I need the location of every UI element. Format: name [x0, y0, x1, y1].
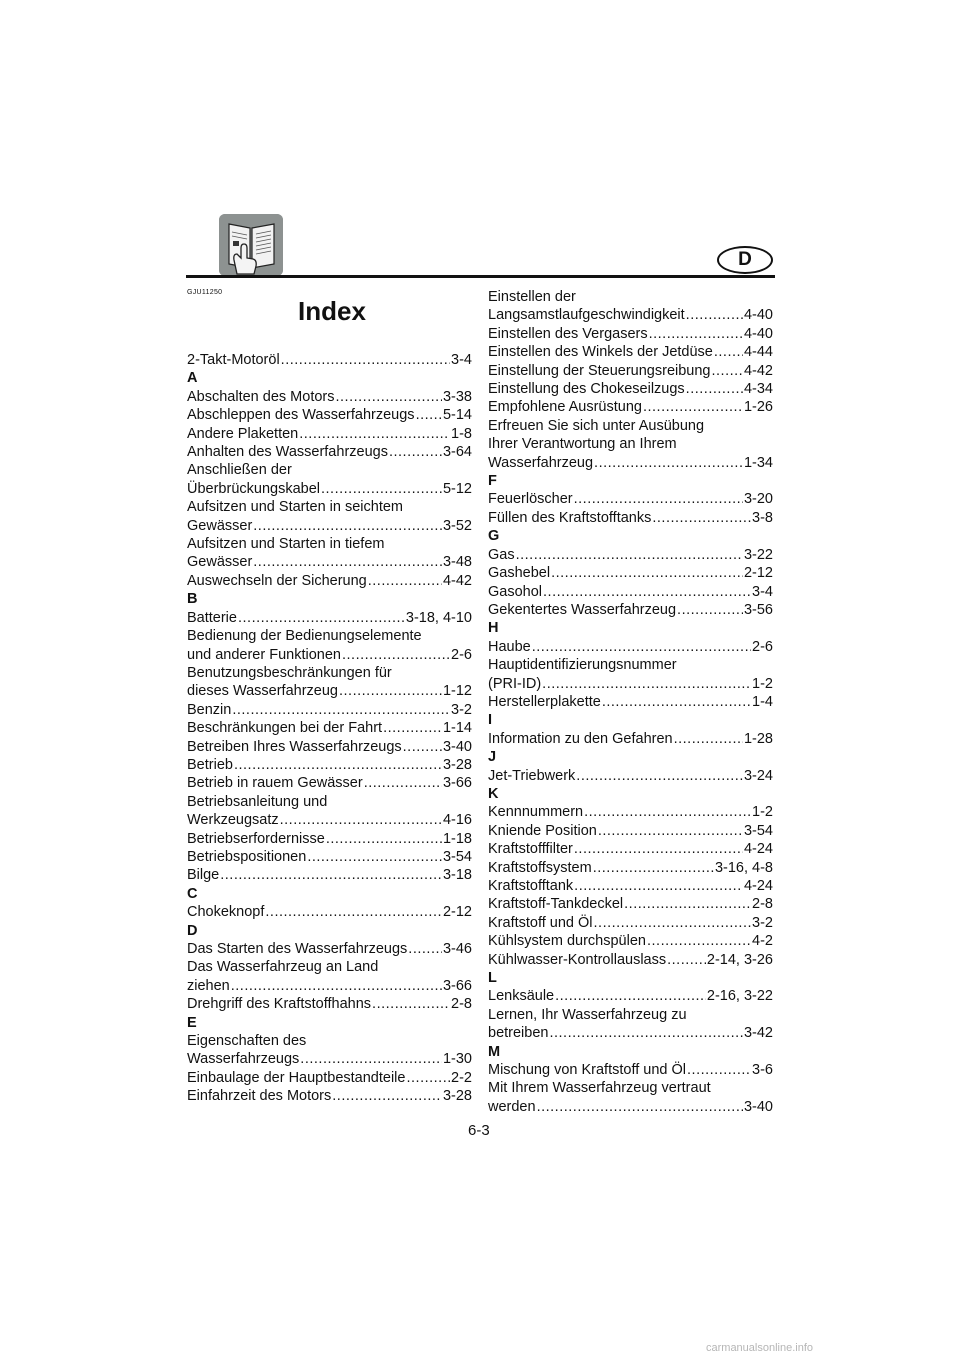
dot-leader	[652, 509, 751, 527]
entry-page: 4-16	[442, 812, 472, 829]
entry-page: 3-54	[743, 822, 773, 839]
index-entry	[187, 443, 472, 461]
entry-label: Batterie	[187, 609, 237, 626]
entry-page: 5-12	[442, 480, 472, 497]
header-rule	[186, 275, 775, 278]
entry-label: Gas	[488, 546, 515, 563]
entry-label: Das Starten des Wasserfahrzeugs	[187, 941, 408, 957]
dot-leader	[574, 840, 743, 858]
index-entry	[488, 362, 773, 380]
entry-label-line: Aufsitzen und Starten in tiefem	[187, 536, 385, 553]
entry-page: 3-56	[743, 601, 773, 618]
entry-page: 3-8	[752, 509, 773, 526]
index-entry	[488, 454, 773, 472]
entry-page: 3-2	[451, 701, 472, 718]
index-entry	[488, 859, 773, 877]
index-entry	[187, 572, 472, 590]
entry-label: Wasserfahrzeugs	[187, 1051, 300, 1068]
entry-page: 3-20	[743, 491, 773, 508]
dot-leader	[674, 730, 743, 748]
dot-leader	[593, 859, 714, 877]
section-letter: A	[187, 370, 198, 387]
entry-page: 1-30	[442, 1051, 472, 1068]
index-entry	[488, 398, 773, 416]
entry-label-line: Hauptidentifizierungsnummer	[488, 657, 677, 674]
index-entry	[488, 895, 773, 913]
index-entry	[488, 325, 773, 343]
entry-label: Haube	[488, 638, 531, 655]
index-entry	[488, 1061, 773, 1079]
dot-leader	[253, 553, 442, 571]
dot-leader	[667, 951, 706, 969]
entry-page: 4-40	[743, 325, 773, 342]
entry-page: 4-34	[743, 381, 773, 398]
entry-label: Gasohol	[488, 583, 543, 600]
document-code: GJU11250	[187, 289, 223, 296]
entry-label: Kniende Position	[488, 822, 597, 839]
entry-label: (PRI-ID)	[488, 675, 542, 692]
index-entry	[488, 914, 773, 932]
watermark: carmanualsonline.info	[706, 1342, 814, 1354]
index-entry	[488, 546, 773, 564]
entry-label: Gewässer	[187, 554, 253, 571]
dot-leader	[532, 638, 751, 656]
index-entry	[187, 866, 472, 884]
dot-leader	[307, 848, 442, 866]
dot-leader	[253, 517, 442, 535]
entry-page: 1-34	[743, 454, 773, 471]
index-entry	[488, 509, 773, 527]
entry-label: Betrieb	[187, 756, 233, 773]
entry-label: und anderer Funktionen	[187, 646, 341, 663]
entry-label: Jet-Triebwerk	[488, 767, 576, 784]
index-entry	[187, 1069, 472, 1087]
entry-page: 3-48	[442, 554, 472, 571]
entry-page: 1-4	[752, 693, 773, 710]
dot-leader	[265, 903, 442, 921]
entry-label: Auswechseln der Sicherung	[187, 572, 367, 589]
entry-label: Empfohlene Ausrüstung	[488, 399, 642, 416]
dot-leader	[687, 1061, 751, 1079]
entry-label: Einstellen des Winkels der Jetdüse	[488, 344, 713, 361]
dot-leader	[551, 564, 743, 582]
index-entry	[488, 1098, 773, 1116]
index-entry	[187, 1050, 472, 1068]
entry-page: 3-66	[442, 977, 472, 994]
entry-label: Füllen des Kraftstofftanks	[488, 509, 652, 526]
section-letter: F	[488, 473, 497, 490]
entry-label: Mischung von Kraftstoff und Öl	[488, 1062, 687, 1079]
entry-label: Überbrückungskabel	[187, 480, 320, 497]
dot-leader	[300, 1050, 442, 1068]
entry-page: 1-28	[743, 730, 773, 747]
entry-label: Langsamstlaufgeschwindigkeit	[488, 307, 685, 324]
dot-leader	[372, 995, 450, 1013]
entry-page: 1-2	[752, 804, 773, 821]
index-entry	[187, 830, 472, 848]
dot-leader	[624, 895, 751, 913]
dot-leader	[389, 443, 442, 461]
section-letter: G	[488, 528, 500, 545]
entry-label: Chokeknopf	[187, 904, 265, 921]
index-entry	[488, 767, 773, 785]
dot-leader	[299, 425, 450, 443]
entry-page: 4-44	[743, 344, 773, 361]
entry-page: 2-16, 3-22	[706, 988, 773, 1005]
dot-leader	[549, 1024, 743, 1042]
entry-label: Anhalten des Wasserfahrzeugs	[187, 444, 388, 461]
entry-label-line: Mit Ihrem Wasserfahrzeug vertraut	[488, 1080, 711, 1097]
dot-leader	[542, 675, 751, 693]
index-entry	[488, 877, 773, 895]
index-entry	[488, 564, 773, 582]
entry-page: 2-14, 3-26	[706, 951, 773, 968]
section-letter: H	[488, 620, 499, 637]
entry-page: 3-16, 4-8	[714, 859, 773, 876]
dot-leader	[598, 822, 743, 840]
index-entry	[187, 682, 472, 700]
entry-label-line: Erfreuen Sie sich unter Ausübung	[488, 417, 705, 434]
dot-leader	[686, 306, 743, 324]
dot-leader	[234, 756, 442, 774]
index-entry	[488, 380, 773, 398]
entry-label: Kraftstofftank	[488, 878, 574, 894]
entry-label: Herstellerplakette	[488, 693, 601, 710]
entry-page: 4-42	[743, 362, 773, 379]
entry-page: 2-6	[451, 646, 472, 663]
dot-leader	[677, 601, 743, 619]
entry-page: 4-24	[743, 878, 773, 894]
entry-label-line: Eigenschaften des	[187, 1033, 307, 1050]
entry-label: betreiben	[488, 1025, 549, 1042]
dot-leader	[321, 480, 442, 498]
dot-leader	[383, 719, 442, 737]
dot-leader	[555, 987, 706, 1005]
dot-leader	[406, 1069, 450, 1087]
index-entry	[488, 583, 773, 601]
index-entry	[488, 803, 773, 821]
index-entry	[187, 609, 472, 627]
entry-page: 2-6	[752, 638, 773, 655]
dot-leader	[281, 351, 450, 369]
dot-leader	[602, 693, 751, 711]
dot-leader	[220, 866, 442, 884]
index-entry	[187, 1087, 472, 1105]
dot-leader	[574, 490, 743, 508]
entry-label: Bilge	[187, 867, 220, 884]
dot-leader	[232, 701, 450, 719]
dot-leader	[238, 609, 405, 627]
entry-label: Betreiben Ihres Wasserfahrzeugs	[187, 738, 402, 755]
entry-label: Lenksäule	[488, 988, 555, 1005]
index-entry	[488, 1024, 773, 1042]
entry-page: 3-66	[442, 775, 472, 792]
index-entry	[187, 995, 472, 1013]
entry-page: 3-54	[442, 848, 472, 865]
index-entry	[187, 517, 472, 535]
entry-label: Einbaulage der Hauptbestandteile	[187, 1069, 406, 1086]
entry-label: Kraftstoffsystem	[488, 859, 592, 876]
entry-label: Wasserfahrzeug	[488, 454, 594, 471]
dot-leader	[584, 803, 751, 821]
entry-label: Andere Plaketten	[187, 425, 299, 442]
entry-page: 3-40	[743, 1098, 773, 1115]
index-entry	[488, 638, 773, 656]
entry-label: Kühlsystem durchspülen	[488, 933, 646, 950]
entry-label: Information zu den Gefahren	[488, 730, 673, 747]
entry-page: 3-18	[442, 867, 472, 884]
entry-label: Einstellen des Vergasers	[488, 325, 648, 342]
index-entry	[187, 756, 472, 774]
entry-label: Benzin	[187, 701, 232, 718]
dot-leader	[416, 406, 442, 424]
entry-label: Drehgriff des Kraftstoffhahns	[187, 996, 372, 1013]
entry-page: 2-12	[442, 904, 472, 921]
dot-leader	[336, 388, 442, 406]
index-entry	[488, 840, 773, 858]
dot-leader	[537, 1098, 743, 1116]
index-entry	[488, 987, 773, 1005]
index-entry	[187, 903, 472, 921]
dot-leader	[408, 940, 442, 958]
entry-page: 2-12	[743, 565, 773, 582]
dot-leader	[364, 774, 442, 792]
entry-page: 1-2	[752, 675, 773, 692]
entry-page: 3-18, 4-10	[405, 609, 472, 626]
manual-book-icon	[219, 214, 283, 276]
entry-page: 1-14	[442, 720, 472, 737]
index-entry	[488, 730, 773, 748]
dot-leader	[403, 738, 442, 756]
section-letter: K	[488, 785, 499, 802]
entry-label: Kraftstoff-Tankdeckel	[488, 896, 624, 913]
entry-label: Kühlwasser-Kontrollauslass	[488, 951, 667, 968]
dot-leader	[326, 830, 442, 848]
page-title: Index	[298, 296, 366, 326]
entry-page: 3-28	[442, 1088, 472, 1105]
entry-label: Beschränkungen bei der Fahrt	[187, 720, 383, 737]
entry-label-line: Das Wasserfahrzeug an Land	[187, 959, 379, 976]
entry-label: Gekentertes Wasserfahrzeug	[488, 601, 677, 618]
entry-label: 2-Takt-Motoröl	[187, 352, 280, 368]
entry-page: 3-42	[743, 1025, 773, 1042]
index-entry	[187, 646, 472, 664]
entry-label: Kraftstofffilter	[488, 841, 573, 858]
index-entry	[187, 480, 472, 498]
index-entry	[488, 306, 773, 324]
index-entry	[187, 553, 472, 571]
entry-page: 3-4	[752, 583, 773, 600]
entry-label: Einstellung der Steuerungsreibung	[488, 362, 711, 379]
dot-leader	[649, 325, 743, 343]
index-entry	[187, 701, 472, 719]
index-entry	[488, 675, 773, 693]
entry-page: 1-26	[743, 399, 773, 416]
entry-page: 3-38	[442, 388, 472, 405]
entry-label: Kennnummern	[488, 804, 584, 821]
index-entry	[488, 951, 773, 969]
dot-leader	[576, 767, 743, 785]
dot-leader	[574, 877, 743, 895]
dot-leader	[339, 682, 442, 700]
index-entry	[187, 406, 472, 424]
index-entry	[187, 774, 472, 792]
dot-leader	[686, 380, 743, 398]
entry-label-line: Aufsitzen und Starten in seichtem	[187, 499, 404, 516]
entry-page: 5-14	[442, 407, 472, 424]
page-number: 6-3	[468, 1122, 490, 1139]
dot-leader	[643, 398, 743, 416]
dot-leader	[711, 362, 742, 380]
section-letter: E	[187, 1014, 197, 1031]
entry-page: 3-24	[743, 767, 773, 784]
dot-leader	[368, 572, 442, 590]
index-entry	[187, 811, 472, 829]
index-entry	[488, 932, 773, 950]
entry-page: 3-6	[752, 1062, 773, 1079]
entry-page: 3-4	[451, 352, 472, 368]
section-letter: J	[488, 749, 497, 766]
index-entry	[187, 388, 472, 406]
entry-label-line: Lernen, Ihr Wasserfahrzeug zu	[488, 1006, 687, 1023]
entry-page: 3-2	[752, 914, 773, 931]
entry-label: Abschleppen des Wasserfahrzeugs	[187, 407, 415, 424]
dot-leader	[516, 546, 743, 564]
entry-page: 2-8	[451, 996, 472, 1013]
language-badge: D	[717, 246, 773, 274]
dot-leader	[231, 977, 442, 995]
entry-page: 3-22	[743, 546, 773, 563]
section-letter: L	[488, 970, 497, 987]
entry-page: 4-40	[743, 307, 773, 324]
entry-label: Betriebserfordernisse	[187, 830, 325, 847]
entry-label: Gashebel	[488, 565, 551, 582]
dot-leader	[543, 583, 751, 601]
dot-leader	[332, 1087, 442, 1105]
index-entry	[488, 343, 773, 361]
dot-leader	[280, 811, 442, 829]
entry-label-line: Anschließen der	[187, 462, 292, 479]
dot-leader	[342, 646, 450, 664]
section-letter: C	[187, 885, 198, 902]
entry-label-line: Einstellen der	[488, 289, 576, 305]
entry-label: Abschalten des Motors	[187, 388, 335, 405]
entry-page: 4-24	[743, 841, 773, 858]
section-letter: B	[187, 591, 198, 608]
index-entry	[187, 738, 472, 756]
entry-label: Betrieb in rauem Gewässer	[187, 775, 363, 792]
entry-page: 3-28	[442, 756, 472, 773]
entry-page: 4-2	[752, 933, 773, 950]
entry-label: ziehen	[187, 977, 230, 994]
index-column-right	[488, 288, 773, 1116]
entry-label: dieses Wasserfahrzeug	[187, 683, 338, 700]
entry-page: 3-40	[442, 738, 472, 755]
index-entry	[187, 351, 472, 369]
entry-label: Einfahrzeit des Motors	[187, 1088, 332, 1105]
index-entry	[488, 490, 773, 508]
dot-leader	[594, 454, 743, 472]
entry-page: 1-8	[451, 425, 472, 442]
index-entry	[488, 822, 773, 840]
entry-page: 1-12	[442, 683, 472, 700]
index-entry	[488, 601, 773, 619]
entry-page: 3-52	[442, 517, 472, 534]
section-letter: M	[488, 1043, 501, 1060]
entry-page: 1-18	[442, 830, 472, 847]
entry-label: Einstellung des Chokeseilzugs	[488, 381, 685, 398]
section-letter: D	[187, 922, 198, 939]
dot-leader	[594, 914, 752, 932]
index-entry	[488, 693, 773, 711]
entry-page: 4-42	[442, 572, 472, 589]
entry-label: Werkzeugsatz	[187, 812, 279, 829]
entry-label-line: Benutzungsbeschränkungen für	[187, 664, 392, 681]
entry-label-line: Bedienung der Bedienungselemente	[187, 628, 422, 645]
entry-page: 2-8	[752, 896, 773, 913]
section-letter: I	[488, 712, 493, 729]
entry-label: Kraftstoff und Öl	[488, 914, 593, 931]
entry-page: 3-46	[442, 941, 472, 957]
index-entry	[187, 940, 472, 958]
index-entry	[187, 848, 472, 866]
entry-page: 2-2	[451, 1069, 472, 1086]
index-entry	[187, 719, 472, 737]
entry-label-line: Betriebsanleitung und	[187, 793, 328, 810]
entry-label: Gewässer	[187, 517, 253, 534]
entry-label: werden	[488, 1098, 536, 1115]
index-column-left	[187, 351, 472, 1106]
index-entry	[187, 425, 472, 443]
entry-label: Feuerlöscher	[488, 491, 573, 508]
entry-page: 3-64	[442, 444, 472, 461]
index-entry	[187, 977, 472, 995]
dot-leader	[714, 343, 743, 361]
entry-label-line: Ihrer Verantwortung an Ihrem	[488, 436, 677, 453]
dot-leader	[647, 932, 751, 950]
entry-label: Betriebspositionen	[187, 848, 307, 865]
